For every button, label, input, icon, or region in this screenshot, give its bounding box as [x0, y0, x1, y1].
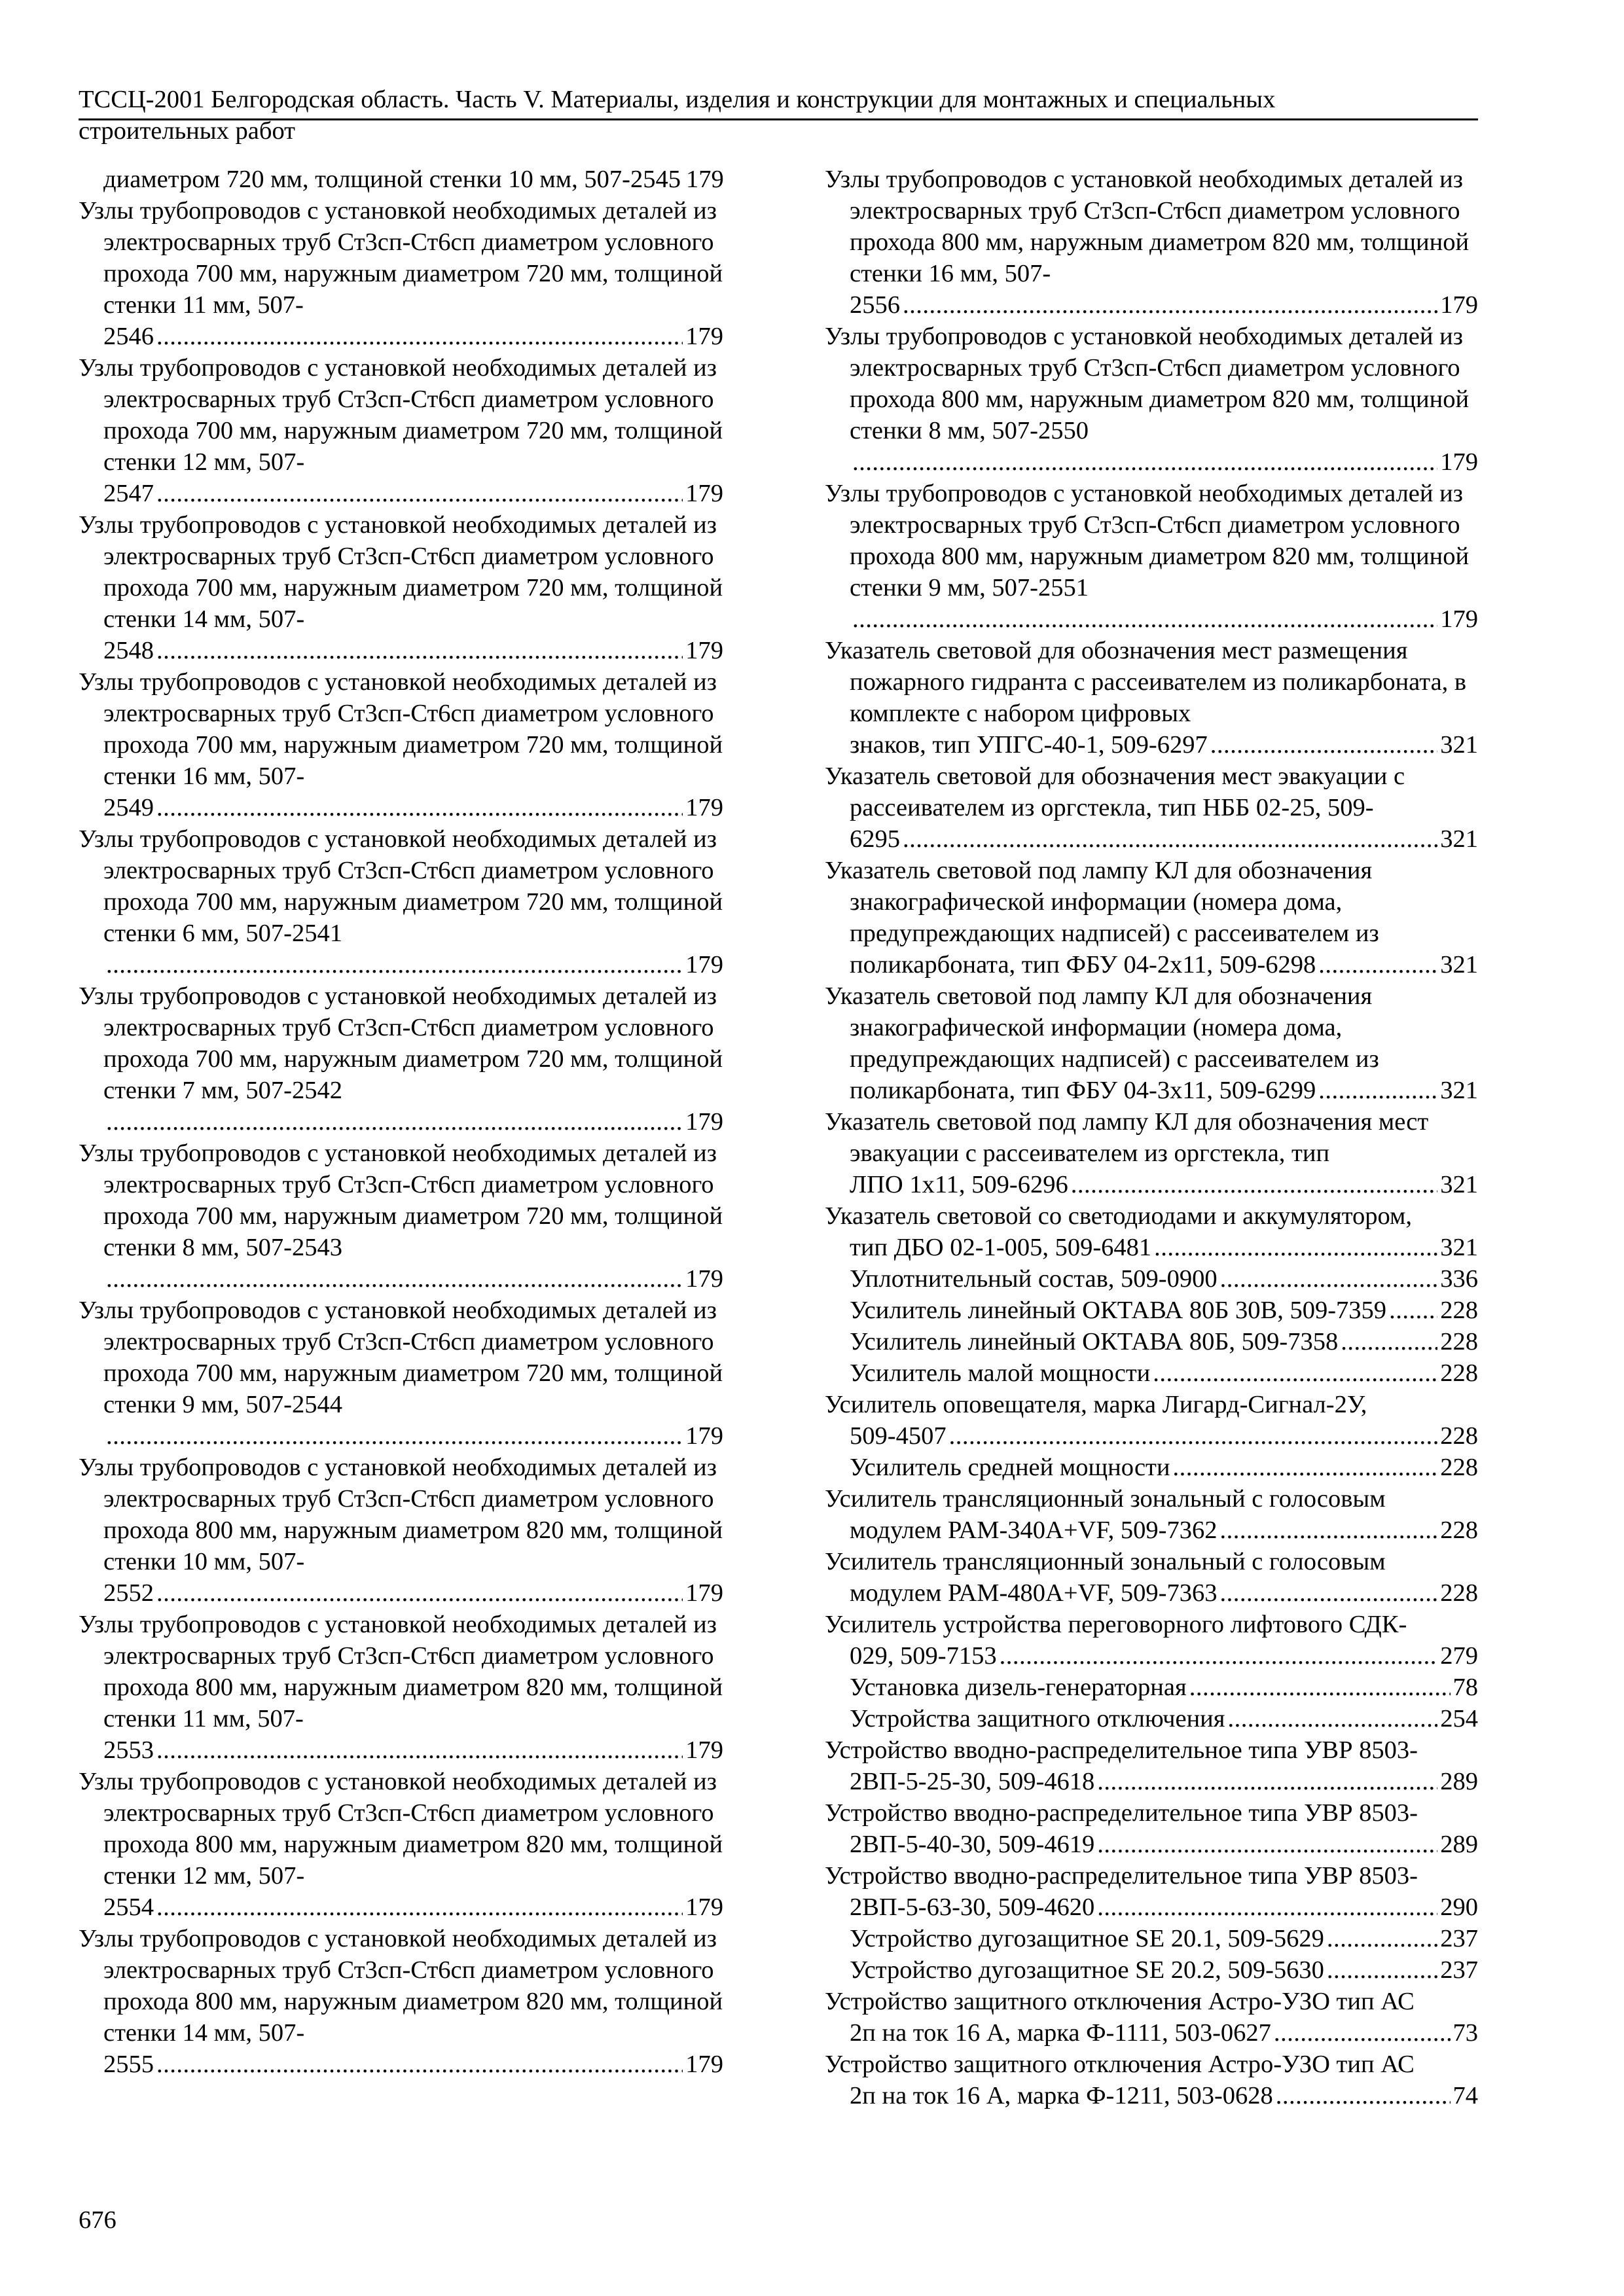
dot-leader [1153, 1357, 1437, 1389]
index-entry [79, 666, 723, 823]
index-entry-text-end: Усилитель средней мощности [850, 1454, 1170, 1481]
index-page-ref: 289 [1440, 1831, 1478, 1858]
dot-leader [156, 1892, 683, 1923]
index-entry-leader-line [850, 1232, 1478, 1263]
dot-leader [949, 1420, 1438, 1452]
index-entry-leader-line [850, 1703, 1478, 1734]
index-entry-text: Узлы трубопроводов с установкой необходимых деталей из электросварных труб Ст3сп-Ст6сп диаметром условного прохода 800 мм, наружным диаметром 820 мм, толщиной стенки 12 мм, 507- [79, 1768, 723, 1890]
index-page-ref: 179 [1440, 605, 1478, 633]
index-entry [825, 1797, 1478, 1860]
index-entry-text: Указатель световой для обозначения мест размещения пожарного гидранта с рассеивателем из поликарбоната, в комплекте с набором цифровых [825, 637, 1467, 727]
index-entry-leader-line [850, 1169, 1478, 1200]
index-page-ref: 179 [1440, 291, 1478, 319]
index-entry [825, 1357, 1478, 1389]
index-entry [79, 1295, 723, 1452]
index-entry-text: Узлы трубопроводов с установкой необходимых деталей из электросварных труб Ст3сп-Ст6сп диаметром условного прохода 800 мм, наружным диаметром 820 мм, толщиной стенки 10 мм, 507- [79, 1454, 723, 1575]
index-entry [79, 1138, 723, 1295]
index-entry-text: Узлы трубопроводов с установкой необходимых деталей из электросварных труб Ст3сп-Ст6сп диаметром условного прохода 800 мм, наружным диаметром 820 мм, толщиной стенки 16 мм, 507- [825, 166, 1470, 287]
index-page-ref: 73 [1453, 2019, 1478, 2047]
index-entry [825, 980, 1478, 1106]
index-entry [825, 1860, 1478, 1923]
dot-leader [1228, 1703, 1438, 1734]
index-entry-leader-line [850, 1515, 1478, 1546]
index-entry-text: Усилитель трансляционный зональный с голосовым [825, 1548, 1386, 1575]
index-page-ref: 289 [1440, 1768, 1478, 1795]
index-entry-text: Усилитель оповещателя, марка Лигард-Сигнал-2У, [825, 1391, 1367, 1418]
index-entry-text-end: 2556 [850, 291, 900, 319]
index-entry-text-end: 2555 [103, 2051, 154, 2078]
dot-leader [156, 478, 683, 509]
dot-leader [852, 446, 1437, 478]
dot-leader [156, 635, 683, 666]
index-page-ref: 179 [685, 1108, 723, 1136]
index-entry-leader-line [103, 792, 723, 823]
dot-leader [1389, 1295, 1437, 1326]
index-entry [825, 761, 1478, 855]
index-entry-text: Узлы трубопроводов с установкой необходимых деталей из электросварных труб Ст3сп-Ст6сп диаметром условного прохода 700 мм, наружным диаметром 720 мм, толщиной стенки 7 мм, 507-2542 [79, 982, 723, 1104]
dot-leader [1220, 1577, 1438, 1609]
index-entry-leader-line [103, 478, 723, 509]
index-entry-text-end: 2553 [103, 1736, 154, 1764]
header-title-line1: ТССЦ-2001 Белгородская область. Часть V. Материалы, изделия и конструкции для монтажных и специальных [79, 86, 1276, 113]
index-entry-text: Усилитель трансляционный зональный с голосовым [825, 1485, 1386, 1513]
index-entry-text: Указатель световой под лампу КЛ для обозначения знакографической информации (номера дома, предупреждающих надписей) с рассеивателем из [825, 982, 1379, 1073]
index-entry-text-end: 2п на ток 16 А, марка Ф-1111, 503-0627 [850, 2019, 1271, 2047]
index-entry-leader-line [850, 1672, 1478, 1703]
index-entry-leader-line [850, 1923, 1478, 1954]
index-page-ref: 179 [685, 166, 724, 193]
index-entry [825, 635, 1478, 761]
dot-leader [106, 1420, 683, 1452]
index-entry [825, 1389, 1478, 1452]
index-page-ref: 321 [1440, 1077, 1478, 1104]
dot-leader [1327, 1923, 1437, 1954]
index-entry [825, 478, 1478, 635]
index-entry-leader-line [850, 2080, 1478, 2111]
index-entry-text-end: поликарбоната, тип ФБУ 04-3х11, 509-6299 [850, 1077, 1316, 1104]
index-entry [825, 1954, 1478, 1986]
index-page-ref: 237 [1440, 1956, 1478, 1984]
index-entry-text-end: Установка дизель-генераторная [850, 1674, 1187, 1701]
index-page-ref: 179 [685, 637, 723, 664]
index-entry-leader-line [850, 1640, 1478, 1672]
index-entry [79, 352, 723, 509]
dot-leader [1189, 1672, 1451, 1703]
dot-leader [1210, 729, 1438, 761]
index-entry [825, 1923, 1478, 1954]
index-entry-leader-line [850, 1829, 1478, 1860]
index-page-ref: 179 [685, 480, 723, 507]
index-entry [825, 164, 1478, 321]
index-column-right [825, 164, 1478, 2111]
index-entry [825, 1672, 1478, 1703]
dot-leader [1097, 1766, 1437, 1797]
index-entry-text: Узлы трубопроводов с установкой необходимых деталей из электросварных труб Ст3сп-Ст6сп диаметром условного прохода 700 мм, наружным диаметром 720 мм, толщиной стенки 16 мм, 507- [79, 668, 723, 790]
index-entry-leader-line [850, 1263, 1478, 1295]
index-entry-leader-line [103, 1577, 723, 1609]
dot-leader [903, 823, 1437, 855]
index-entry-leader-line [850, 1326, 1478, 1357]
index-entry-text-end: 2549 [103, 794, 154, 821]
index-entry-leader-line [103, 2049, 723, 2080]
index-entry-text-end: модулем РАМ-480А+VF, 509-7363 [850, 1579, 1218, 1607]
dot-leader [106, 949, 683, 980]
index-entry [825, 1483, 1478, 1546]
dot-leader [1000, 1640, 1438, 1672]
index-entry-text-end: Устройство дугозащитное SE 20.2, 509-5630 [850, 1956, 1324, 1984]
index-entry-text-end: 2ВП-5-25-30, 509-4618 [850, 1768, 1095, 1795]
index-entry-text-end: 029, 509-7153 [850, 1642, 997, 1670]
index-page-ref: 321 [1440, 951, 1478, 978]
index-entry-leader-line [850, 1357, 1478, 1389]
index-entry [79, 1923, 723, 2080]
dot-leader [1097, 1892, 1437, 1923]
index-entry-text: Устройство защитного отключения Астро-УЗО тип АС [825, 1988, 1415, 2015]
index-entry-text-end: Уплотнительный состав, 509-0900 [850, 1265, 1218, 1293]
index-entry [79, 1452, 723, 1609]
index-page-ref: 228 [1440, 1297, 1478, 1324]
index-entry-text: Устройство вводно-распределительное типа УВР 8503- [825, 1799, 1418, 1827]
index-entry-leader-line [850, 1766, 1478, 1797]
index-page-ref: 179 [685, 323, 723, 350]
index-entry-leader-line [103, 1892, 723, 1923]
index-entry-text: Указатель световой со светодиодами и аккумулятором, [825, 1202, 1413, 1230]
index-entry [825, 1295, 1478, 1326]
dot-leader [1276, 2080, 1451, 2111]
index-entry-text: Узлы трубопроводов с установкой необходимых деталей из электросварных труб Ст3сп-Ст6сп диаметром условного прохода 700 мм, наружным диаметром 720 мм, толщиной стенки 6 мм, 507-2541 [79, 825, 723, 947]
index-entry-text-end: модулем РАМ-340А+VF, 509-7362 [850, 1516, 1218, 1544]
index-entry-text-end: 2552 [103, 1579, 154, 1607]
index-entry [825, 1200, 1478, 1263]
index-page-ref: 321 [1440, 825, 1478, 853]
index-page-ref: 321 [1440, 1171, 1478, 1198]
index-entry [825, 1452, 1478, 1483]
index-entry [79, 509, 723, 666]
header-rule [79, 118, 1478, 120]
index-entry-text-end: Усилитель линейный ОКТАВА 80Б 30В, 509-7359 [850, 1297, 1387, 1324]
index-entry-leader-line [103, 1106, 723, 1138]
index-entry-text-end: 2ВП-5-40-30, 509-4619 [850, 1831, 1095, 1858]
index-entry-leader-line [850, 289, 1478, 321]
index-entry-text-end: 2554 [103, 1893, 154, 1921]
index-entry-leader-line [850, 1577, 1478, 1609]
index-entry-leader-line [103, 1734, 723, 1766]
index-page-ref: 74 [1453, 2082, 1478, 2109]
dot-leader [1327, 1954, 1437, 1986]
index-entry [79, 195, 723, 352]
index-page-ref: 179 [685, 1736, 723, 1764]
index-page-ref: 237 [1440, 1925, 1478, 1952]
index-entry [79, 980, 723, 1138]
index-entry-text: Узлы трубопроводов с установкой необходимых деталей из электросварных труб Ст3сп-Ст6сп диаметром условного прохода 700 мм, наружным диаметром 720 мм, толщиной стенки 8 мм, 507-2543 [79, 1139, 723, 1261]
index-entry-leader-line [850, 729, 1478, 761]
index-entry-text: Узлы трубопроводов с установкой необходимых деталей из электросварных труб Ст3сп-Ст6сп диаметром условного прохода 700 мм, наружным диаметром 720 мм, толщиной стенки 12 мм, 507- [79, 354, 723, 476]
index-entry-leader-line [103, 321, 723, 352]
index-entry [825, 1546, 1478, 1609]
index-page-ref: 336 [1440, 1265, 1478, 1293]
index-entry-leader-line [850, 1420, 1478, 1452]
index-entry-text-end: тип ДБО 02-1-005, 509-6481 [850, 1234, 1152, 1261]
index-entry [79, 164, 723, 195]
dot-leader [852, 603, 1437, 635]
dot-leader [106, 1263, 683, 1295]
index-page-ref: 179 [685, 1265, 723, 1293]
index-page-ref: 179 [685, 1893, 723, 1921]
dot-leader [156, 321, 683, 352]
index-entry-leader-line [850, 1075, 1478, 1106]
dot-leader [1341, 1326, 1437, 1357]
index-entry [825, 1106, 1478, 1200]
dot-leader [1318, 1075, 1437, 1106]
index-page-ref: 228 [1440, 1328, 1478, 1355]
index-page-ref: 179 [685, 1422, 723, 1450]
index-page-ref: 228 [1440, 1516, 1478, 1544]
index-entry [825, 321, 1478, 478]
index-entry-text: Устройство защитного отключения Астро-УЗО тип АС [825, 2051, 1415, 2078]
dot-leader [1274, 2017, 1451, 2049]
index-entry-leader-line [103, 1263, 723, 1295]
index-page-ref: 179 [1440, 448, 1478, 476]
index-entry [825, 1263, 1478, 1295]
index-entry-leader-line [850, 1892, 1478, 1923]
dot-leader [1172, 1452, 1437, 1483]
index-entry-text-end: ЛПО 1х11, 509-6296 [850, 1171, 1068, 1198]
index-entry [825, 1703, 1478, 1734]
dot-leader [106, 1106, 683, 1138]
index-entry-text-end: 509-4507 [850, 1422, 947, 1450]
index-entry-leader-line [850, 1295, 1478, 1326]
index-entry-text-end: 2п на ток 16 А, марка Ф-1211, 503-0628 [850, 2082, 1273, 2109]
dot-leader [903, 289, 1437, 321]
index-entry-leader-line [850, 823, 1478, 855]
index-entry [825, 1326, 1478, 1357]
index-entry-text-end: Устройства защитного отключения [850, 1705, 1225, 1732]
index-page-ref: 321 [1440, 731, 1478, 759]
index-entry-text-end: Усилитель линейный ОКТАВА 80Б, 509-7358 [850, 1328, 1339, 1355]
index-page-ref: 179 [685, 951, 723, 978]
index-page-ref: 228 [1440, 1359, 1478, 1387]
index-entry-leader-line [850, 1954, 1478, 1986]
index-entry-leader-line [103, 635, 723, 666]
index-page-ref: 321 [1440, 1234, 1478, 1261]
index-column-left [79, 164, 723, 2080]
index-entry-text: Узлы трубопроводов с установкой необходимых деталей из электросварных труб Ст3сп-Ст6сп диаметром условного прохода 700 мм, наружным диаметром 720 мм, толщиной стенки 14 мм, 507- [79, 511, 723, 633]
index-entry-text-end: Усилитель малой мощности [850, 1359, 1151, 1387]
index-entry-text: Усилитель устройства переговорного лифтового СДК- [825, 1611, 1407, 1638]
index-entry-leader-line [850, 446, 1478, 478]
index-entry-text-end: 2ВП-5-63-30, 509-4620 [850, 1893, 1095, 1921]
index-page-ref: 228 [1440, 1422, 1478, 1450]
index-entry-text: Узлы трубопроводов с установкой необходимых деталей из электросварных труб Ст3сп-Ст6сп диаметром условного прохода 700 мм, наружным диаметром 720 мм, толщиной стенки 9 мм, 507-2544 [79, 1297, 723, 1418]
index-entry-text-end: 2547 [103, 480, 154, 507]
index-page-ref: 228 [1440, 1454, 1478, 1481]
index-page-ref: 279 [1440, 1642, 1478, 1670]
index-page-ref: 290 [1440, 1893, 1478, 1921]
index-entry-text: Указатель световой под лампу КЛ для обозначения мест эвакуации с рассеивателем из оргстекла, тип [825, 1108, 1429, 1167]
index-entry-leader-line [103, 1420, 723, 1452]
index-page-ref: 254 [1440, 1705, 1478, 1732]
index-entry-leader-line [850, 2017, 1478, 2049]
index-page-ref: 179 [685, 794, 723, 821]
index-entry-text: Узлы трубопроводов с установкой необходимых деталей из электросварных труб Ст3сп-Ст6сп диаметром условного прохода 800 мм, наружным диаметром 820 мм, толщиной стенки 11 мм, 507- [79, 1611, 723, 1732]
index-entry-text: Узлы трубопроводов с установкой необходимых деталей из электросварных труб Ст3сп-Ст6сп диаметром условного прохода 800 мм, наружным диаметром 820 мм, толщиной стенки 9 мм, 507-2551 [825, 480, 1470, 601]
index-entry-leader-line [103, 164, 723, 195]
index-entry-text: Устройство вводно-распределительное типа УВР 8503- [825, 1736, 1418, 1764]
dot-leader [1318, 949, 1437, 980]
index-entry-text-end: знаков, тип УПГС-40-1, 509-6297 [850, 731, 1208, 759]
index-entry-text: Указатель световой для обозначения мест эвакуации с рассеивателем из оргстекла, тип НББ 02-25, 509- [825, 762, 1405, 821]
index-entry-text: Узлы трубопроводов с установкой необходимых деталей из электросварных труб Ст3сп-Ст6сп диаметром условного прохода 800 мм, наружным диаметром 820 мм, толщиной стенки 14 мм, 507- [79, 1925, 723, 2047]
index-entry-text: Узлы трубопроводов с установкой необходимых деталей из электросварных труб Ст3сп-Ст6сп диаметром условного прохода 700 мм, наружным диаметром 720 мм, толщиной стенки 11 мм, 507- [79, 197, 723, 319]
index-page-ref: 78 [1453, 1674, 1478, 1701]
dot-leader [1071, 1169, 1438, 1200]
index-entry-leader-line [850, 603, 1478, 635]
index-entry [825, 1734, 1478, 1797]
dot-leader [156, 1734, 683, 1766]
index-page-ref: 179 [685, 1579, 723, 1607]
dot-leader [156, 1577, 683, 1609]
index-page-ref: 179 [685, 2051, 723, 2078]
index-entry [825, 855, 1478, 980]
index-page-ref: 228 [1440, 1579, 1478, 1607]
dot-leader [1154, 1232, 1437, 1263]
dot-leader [156, 2049, 683, 2080]
index-entry [825, 1986, 1478, 2049]
index-entry [825, 1609, 1478, 1672]
index-entry-text: Устройство вводно-распределительное типа УВР 8503- [825, 1862, 1418, 1890]
dot-leader [1097, 1829, 1437, 1860]
dot-leader [156, 792, 683, 823]
page-number: 676 [79, 2206, 117, 2234]
index-entry-text-end: Устройство дугозащитное SE 20.1, 509-5629 [850, 1925, 1324, 1952]
index-entry-text: Узлы трубопроводов с установкой необходимых деталей из электросварных труб Ст3сп-Ст6сп диаметром условного прохода 800 мм, наружным диаметром 820 мм, толщиной стенки 8 мм, 507-2550 [825, 323, 1470, 444]
index-entry-text-end: 2548 [103, 637, 154, 664]
index-entry-text-end: 2546 [103, 323, 154, 350]
index-entry-leader-line [850, 949, 1478, 980]
header-title-line2: строительных работ [79, 117, 296, 145]
running-header [79, 84, 1478, 147]
index-entry [79, 1766, 723, 1923]
index-entry-text-end: диаметром 720 мм, толщиной стенки 10 мм, 507-2545 [103, 166, 681, 193]
index-entry [79, 1609, 723, 1766]
dot-leader [1220, 1515, 1438, 1546]
index-entry-text-end: 6295 [850, 825, 900, 853]
index-entry-text-end: поликарбоната, тип ФБУ 04-2х11, 509-6298 [850, 951, 1316, 978]
dot-leader [1220, 1263, 1438, 1295]
index-entry [825, 2049, 1478, 2111]
index-entry [79, 823, 723, 980]
index-entry-leader-line [103, 949, 723, 980]
index-entry-text: Указатель световой под лампу КЛ для обозначения знакографической информации (номера дома, предупреждающих надписей) с рассеивателем из [825, 857, 1379, 947]
index-entry-leader-line [850, 1452, 1478, 1483]
